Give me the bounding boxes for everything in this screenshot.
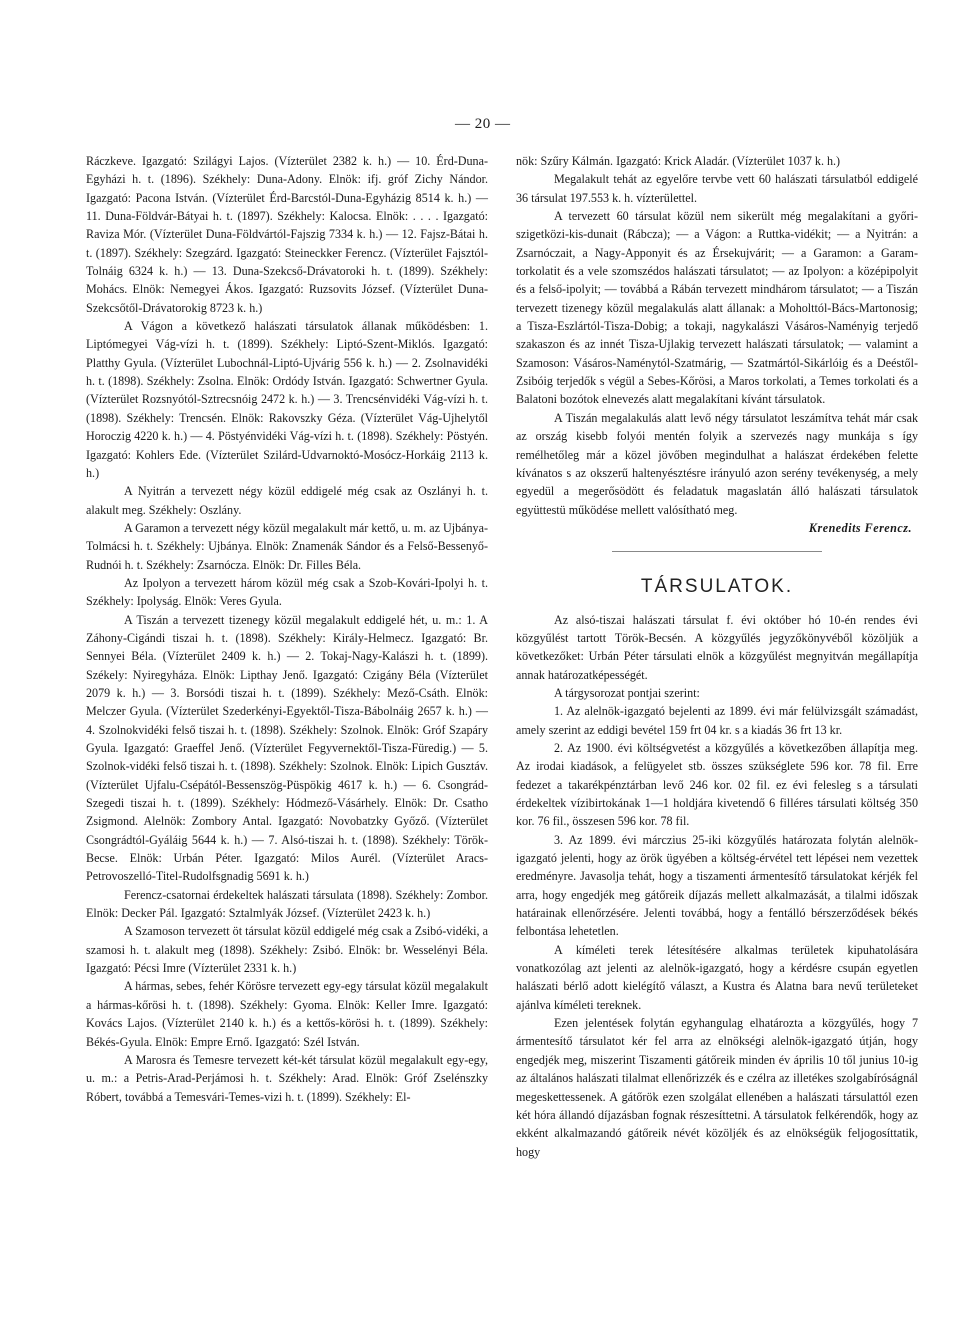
paragraph: A hármas, sebes, fehér Körösre tervezett egy-egy társulat közül megalakult a hármas-kőrösi h. t. (1898). Székhely: Gyoma. Elnök: Keller Imre. Igazgató: Kovács Lajos. (Vízterület 2140 k. h.) és a kettős-körösi h. t. (1899). Székhely: Békés-Gyula. Elnök: Empre Ernő. Igazgató: Szél István. xyxy=(86,979,488,1049)
paragraph: A Tiszán megalakulás alatt levő négy társulatot leszámítva tehát már csak az ország kisebb folyói mentén folyik a szervezés nagy munkája s így remélhetőleg már a közel jövőben megindulhat a halászat érdekében felette kívánatos s az okszerű haltenyésztésre irányuló azon serény tevékenység, a mely egyedül a megerősödött és feladatuk magaslatán álló halászati társulatok együttestü működése mellett valósítható meg. xyxy=(516,410,918,517)
paragraph: Ráczkeve. Igazgató: Szilágyi Lajos. (Vízterület 2382 k. h.) — 10. Érd-Duna-Egyházi h. t. (1896). Székhely: Duna-Adony. Elnök: ifj. gróf Zichy Nándor. Igazgató: Pacona István. (Vízterület Érd-Barcstól-Duna-Egyházig 8514 k. h.) — 11. Duna-Földvár-Bátyai h. t. (1897). Székhely: Kalocsa. Elnök: . . . . Igazgató: Raviza Mór. (Vízterület Duna-Földvártól-Fajszig 7334 k. h.) — 12. Fajsz-Bátai h. t. (1897). Székhely: Szegzárd. Igazgató: Steineckker Ferencz. (Vízterület Fajsztól-Tolnáig 6324 k. h.) — 13. Duna-Szekcső-Drávatoroki h. t. (1899). Székhely: Mohács. Elnök: Nemegyei Ákos. Igazgató: Ruzsovits József. (Vízterület Duna-Szekcsőtől-Drávatorokig 8723 k. h.) xyxy=(86,154,488,315)
section-divider xyxy=(612,551,822,552)
paragraph: nök: Szűry Kálmán. Igazgató: Krick Aladár. (Vízterület 1037 k. h.) xyxy=(516,154,841,168)
paragraph: Az alsó-tiszai halászati társulat f. évi október hó 10-én rendes évi közgyűlést tartott Török-Becsén. A közgyűlés jegyzőkönyvéből közöljük a következőket: Urbán Péter társulati elnök a közgyűlést megnyitván megállapítja annak határozatképességét. xyxy=(516,612,918,682)
paragraph: A tervezett 60 társulat közül nem sikerült még megalakítani a győri-szigetközi-kis-dunait (Rábcza); — a Vágon: a Ruttka-vidékit; — a Nyitrán: a Zsarnóczait, a Nagy-Apponyit és az Érsekujvárit; — a Garamon: a Garam-torkolatit és a vele szomszédos halászati társulatot; — az Ipolyon: a középipolyit és a felső-ipolyit; — továbbá a Rábán tervezett mindhárom társulatot; — a Tiszán tervezett tizenegy közül megalakulás alatt állanak: a Moholttól-Bács-Martonosig; a Tisza-Eszlártól-Tisza-Dobig; a tokaji, nagykalászi Vásáros-Naményig terjedő szakaszon és az innét Tisza-Ujlakig tervezett halászati társulatok; — valamint a Szamoson: Vásáros-Naménytól-Szatmárig, — Szatmártól-Sikárlóig és a Deéstől-Zsibóig terjedők s végül a Sebes-Kőrösi, a Maros torkolati, a Temes torkolati és a Balatoni bozótok elnevezés alatt megalakítani kívánt társulatok. xyxy=(516,209,918,407)
page-number: — 20 — xyxy=(455,116,511,132)
paragraph: A Garamon a tervezett négy közül megalakult már kettő, u. m. az Ujbánya-Tolmácsi h. t. Székhely: Ujbánya. Elnök: Znamenák Sándor és a Felső-Bessenyő-Rudnói h. t. Székhely: Zsarnócza. Elnök: Dr. Filles Béla. xyxy=(86,520,488,572)
right-column xyxy=(516,152,918,1236)
left-column xyxy=(86,152,488,1236)
author-signature: Krenedits Ferencz. xyxy=(808,520,912,535)
text-columns xyxy=(86,152,918,1236)
paragraph: A Vágon a következő halászati társulatok állanak működésben: 1. Liptómegyei Vág-vízi h. t. (1899). Székhely: Liptó-Szent-Miklós. Igazgató: Platthy Gyula. (Vízterület Lubochnál-Liptó-Ujvárig 556 k. h.) — 2. Zsolnavidéki h. t. (1898). Székhely: Zsolna. Elnök: Ordódy István. Igazgató: Schwertner Gyula. (Vízterület Rozsnyótól-Sztrecsnóig 2472 k. h.) — 3. Trencsénvidéki Vág-vízi h. t. (1898). Székhely: Trencsén. Elnök: Rakovszky Géza. (Vízterület Vág-Ujhelytől Horoczig 4220 k. h.) — 4. Pöstyénvidéki Vág-vízi h. t. (1898). Székhely: Pöstyén. Igazgató: Kohlers Ede. (Vízterület Szilárd-Udvarnoktó-Mosócz-Horkáig 2113 k. h.) xyxy=(86,319,488,480)
paragraph: Ferencz-csatornai érdekeltek halászati társulata (1898). Székhely: Zombor. Elnök: Decker Pál. Igazgató: Sztalmlyák József. (Vízterület 2423 k. h.) xyxy=(86,887,488,921)
list-item: 2. Az 1900. évi költségvetést a közgyűlés a következőben állapítja meg. Az irodai kiadások, a felügyelet stb. összes szükséglete 596 kor. 78 fil. Erre fedezet a takarékpénztárban levő 246 kor. 02 fil. ez évi felesleg s a társulati érdekeltek vízibirtokának 1—1 holdjára kivetendő 6 filléres társulati költség 350 kor. 76 fil., összesen 596 kor. 78 fil. xyxy=(516,740,918,829)
paragraph: Megalakult tehát az egyelőre tervbe vett 60 halászati társulatból eddigelé 36 társulat 197.553 k. h. vízterülettel. xyxy=(516,172,918,205)
page-header xyxy=(0,116,960,136)
section-title: TÁRSULATOK. xyxy=(640,576,794,598)
list-item: 1. Az alelnök-igazgató bejelenti az 1899. évi már felülvizsgált számadást, amely szerint az eddigi bevétel 159 frt 04 kr. s a kiadás 36 frt 13 kr. xyxy=(516,704,918,737)
paragraph: A Marosra és Temesre tervezett két-két társulat közül megalakult egy-egy, u. m.: a Petris-Arad-Perjámosi h. t. Székhely: Arad. Elnök: Gróf Zselénszky Róbert, továbbá a Temesvári-Temes-vizi h. t. (1899). Székhely: El- xyxy=(86,1052,488,1104)
paragraph: A kíméleti terek létesítésére alkalmas területek kipuhatolására vonatkozólag azt jelenti az alelnök-igazgató, hogy a kérdésre csupán egyetlen halászati bérlő adott kielégítő választ, a Kustra és Alatna bara nevű területeket ajánlva kíméleti tereknek. xyxy=(516,942,918,1012)
paragraph: Ezen jelentések folytán egyhangulag elhatározta a közgyűlés, hogy 7 ármentesítő társulatot kér fel arra az elnökségi alelnök-igazgató útján, hogy engedjék meg, miszerint Tiszamenti gátőreik minden év április 10 től junius 10-ig az általános halászati tilalmat ellenőrizzék és e czélra az illetékes szolgabíróságnál megeskettessenek. A gátőrök ezen szolgálat ellenében a halászati társulattól ezen két hóra állandó díjazásban fognak részesíttetni. A társulatok felkérendők, hogy az ekként alkalmazandó gátőreik névét közöljék és az elnökségük feljogosíttatik, hogy xyxy=(516,1016,918,1159)
paragraph: A Tiszán a tervezett tizenegy közül megalakult eddigelé hét, u. m.: 1. A Záhony-Cigándi tiszai h. t. (1898). Székhely: Király-Helmecz. Igazgató: Br. Sennyei Béla. (Vízterület 2409 k. h.) — 2. Tokaj-Nagy-Kalászi h. t. (1899). Székely: Nyiregyháza. Elnök: Lipthay Jenő. Igazgató: Czigány Béla (Vízterület 2079 k. h.) — 3. Borsódi tiszai h. t. (1899). Székhely: Mező-Csáth. Elnök: Melczer Gyula. (Vízterület Szederkényi-Egyektől-Tiszа-Bábolnáig 2657 k. h.) — 4. Szolnokvidéki felső tiszai h. t. (1898). Székhely: Szolnok. Elnök: Gróf Szapáry Gyula. Igazgató: Graeffel Jenő. (Vízterület Fegyvernektől-Tisza-Füredig.) — 5. Szolnok-vidéki felső tiszai h. t. (1898). Székhely: Szolnok. Elnök: Lipich Gusztáv. (Vízterület Ujfalu-Csépától-Bessenszög-Püspökig 4617 k. h.) — 6. Csongrád-Szegedi tiszai h. t. (1899). Székhely: Hódmező-Vásárhely. Elnök: Dr. Csatho Zsigmond. Alelnök: Zombory Antal. Igazgató: Novobatzky Győző. (Vízterület Csongrádtól-Gyáláig 5644 k. h.) — 7. Alsó-tiszai h. t. (1898). Székhely: Török-Becse. Elnök: Urbán Péter. Igazgató: Milos Aurél. (Vízterület Aracs-Petrovoszelló-Titel-Rudolfsgnadig 5691 k. h.) xyxy=(86,612,488,884)
paragraph: A tárgysorozat pontjai szerint: xyxy=(554,685,700,700)
paragraph: A Nyitrán a tervezett négy közül eddigelé még csak az Oszlányi h. t. alakult meg. Székhely: Oszlány. xyxy=(86,484,488,517)
list-item: 3. Az 1899. évi márczius 25-iki közgyűlés határozata folytán alelnök-igazgató jelenti, hogy az örök ügyében a költség-érvétel tett lépései nem vezettek eredményre. Javasolja tehát, hogy a tiszamenti ármentesítő társulatokat kérjék fel arra, hogy engedjék meg gátőreik díjazás mellett alkalmazását, a tilalmi időszak határainak ellenőrzésére. Jelenti továbbá, hogy a fentálló bérszerződések békés felbontása lehetetlen. xyxy=(516,832,918,939)
paragraph: A Szamoson tervezett öt társulat közül eddigelé még csak a Zsibó-vidéki, a szamosi h. t. alakult meg (1898). Székhely: Zsibó. Elnök: br. Wesselényi Béla. Igazgató: Pécsi Imre (Vízterület 2331 k. h.) xyxy=(86,924,488,976)
paragraph: Az Ipolyon a tervezett három közül még csak a Szob-Kovári-Ipolyi h. t. Székhely: Ipolyság. Elnök: Veres Gyula. xyxy=(86,575,488,609)
